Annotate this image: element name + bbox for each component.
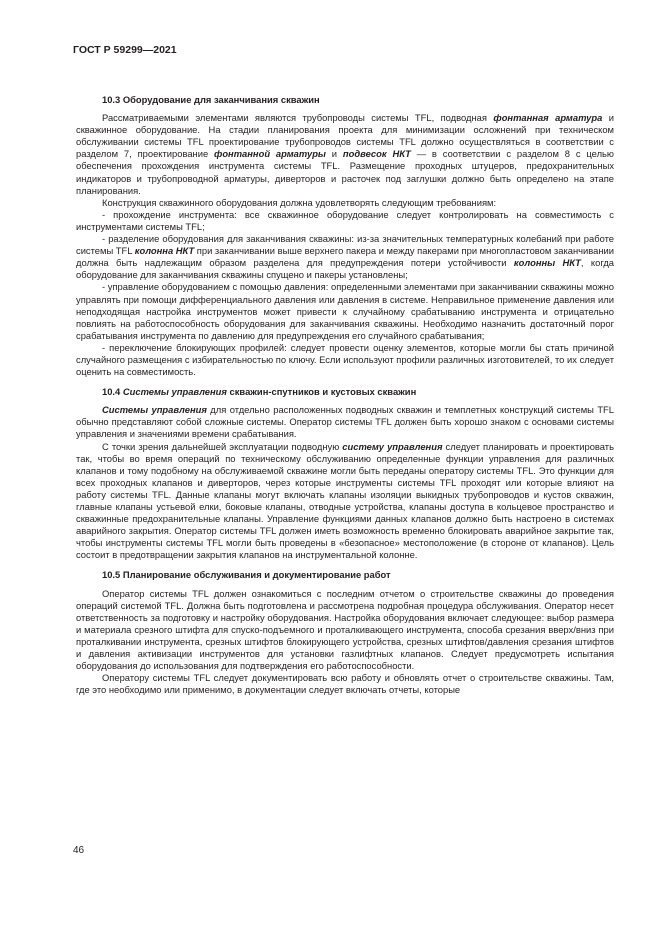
term-tubing-string: колонна НКТ — [134, 245, 195, 257]
s103-list-item-4: - переключение блокирующих профилей: следует провести оценку элементов, которые могли бы стать причиной случайного размещения с избирательностью по ключу. Если используют профили различных изготовителей, то их следует оценить на совместимость. — [76, 341, 614, 378]
term-control-systems: Системы управления — [102, 404, 207, 416]
page-number: 46 — [73, 845, 85, 856]
s105-paragraph-2: Оператору системы TFL следует документировать всю работу и обновлять отчет о строительстве скважины. Там, где это необходимо или применимо, в документации следует включать отчеты, которые — [76, 672, 614, 696]
s104-paragraph-1: Системы управления для отдельно расположенных подводных скважин и темплетных конструкций системы TFL обычно представляют собой сложные системы. Оператор системы TFL должен быть хорошо знаком с основами системы управления и значениями времени срабатывания. — [76, 404, 614, 440]
s103-paragraph-1: Рассматриваемыми элементами являются трубопроводы системы TFL, подводная фонтанная арматура и скважинное оборудование. На стадии планирования проекта для минимизации осложнений при техническом обслуживании системы TFL проектирование трубопроводов системы TFL должно осуществляться в соответствии с разделом 7, проектирование фонтанной арматуры и подвесок НКТ — в соответствии с разделом 8 с целью обеспечения прохождения инструмента системы TFL. Размещение проходных штуцеров, предохранительных индикаторов и трубопроводной арматуры, диверторов и расточек под заглушки должно быть определено на этапе планирования. — [76, 112, 614, 196]
document-body — [76, 94, 614, 696]
s105-paragraph-1: Оператор системы TFL должен ознакомиться с последним отчетом о строительстве скважины до проведения операций системой TFL. Должна быть подготовлена и рассмотрена подробная процедура обслуживания. Оператор несет ответственность за подготовку и настройку оборудования. Настройка оборудования включает следующее: выбор размера и материала срезного штифта для спуско-подъемного и проталкивающего инструмента, способа срезания вверх/вниз при проталкивании инструмента, срезных штифтов блокирующего устройства, срезных штифтов/давления срезания штифтов и давления активизации инструментов для установки газлифтных клапанов. Следует предусмотреть испытания оборудования до использования для подтверждения его работоспособности. — [76, 587, 614, 672]
section-10-3-heading: 10.3 Оборудование для заканчивания скважин — [102, 94, 320, 105]
term-tubing-hanger: подвесок НКТ — [342, 148, 411, 160]
s103-list-item-1: - прохождение инструмента: все скважинное оборудование следует контролировать на совместимость с инструментами системы TFL; — [76, 208, 614, 232]
s104-paragraph-2: С точки зрения дальнейшей эксплуатации подводную систему управления следует планировать и проектировать так, чтобы во время операций по техническому обслуживанию определенные функции управления для различных клапанов и тому подобному на обслуживаемой скважине могли быть переданы оператору системы TFL. Это функции для всех проходных клапанов и диверторов, через которые инструменты системы TFL проходят или которые влияют на работу системы TFL. Данные клапаны могут включать клапаны изоляции выкидных трубопроводов и кустов скважин, главные клапаны устьевой елки, боковые клапаны, отводные устройства, клапаны доступа в кольцевое пространство и скважинные предохранительные клапаны. Управление функциями данных клапанов должно быть настроено в системах аварийного закрытия. Оператор системы TFL должен иметь возможность временно блокировать аварийное закрытие так, чтобы инструменты системы TFL могли быть проведены в «безопасное» местоположение (в стороне от клапанов). Цель состоит в предотвращении закрытия клапанов на инструментальной колонне. — [76, 440, 614, 561]
s103-list-item-3: - управление оборудованием с помощью давления: определенными элементами при заканчивании скважины можно управлять при помощи дифференциального давления или давления в системе. Неправильное применение давления или неподходящая настройка инструментов может привести к случайному срабатыванию инструмента и отрицательно повлиять на работоспособность оборудования для заканчивания скважины. Необходимо назначить достаточный порог срабатывания инструмента по давлению для предупреждения его случайного срабатывания; — [76, 281, 614, 341]
section-10-5-heading: 10.5 Планирование обслуживания и документирование работ — [102, 569, 391, 581]
s103-list-item-2: - разделение оборудования для заканчивания скважины: из-за значительных температурных колебаний при работе системы TFL колонна НКТ при заканчивании выше верхнего пакера и между пакерами при многопластовом заканчивании должна быть надлежащим образом разделена для предупреждения потери устойчивости колонны НКТ, когда оборудование для заканчивания скважины спущено и пакеры установлены; — [76, 233, 615, 281]
term-christmas-tree-2: фонтанной арматуры — [214, 148, 326, 160]
s103-paragraph-2: Конструкция скважинного оборудования должна удовлетворять следующим требованиям: — [102, 196, 497, 208]
running-header: ГОСТ Р 59299—2021 — [73, 44, 177, 56]
term-control-system: систему управления — [342, 440, 443, 452]
term-tubing-string-2: колонны НКТ — [513, 257, 581, 269]
section-10-4-heading: 10.4 Системы управления скважин-спутников и кустовых скважин — [102, 386, 417, 398]
term-christmas-tree: фонтанная арматура — [493, 112, 603, 124]
